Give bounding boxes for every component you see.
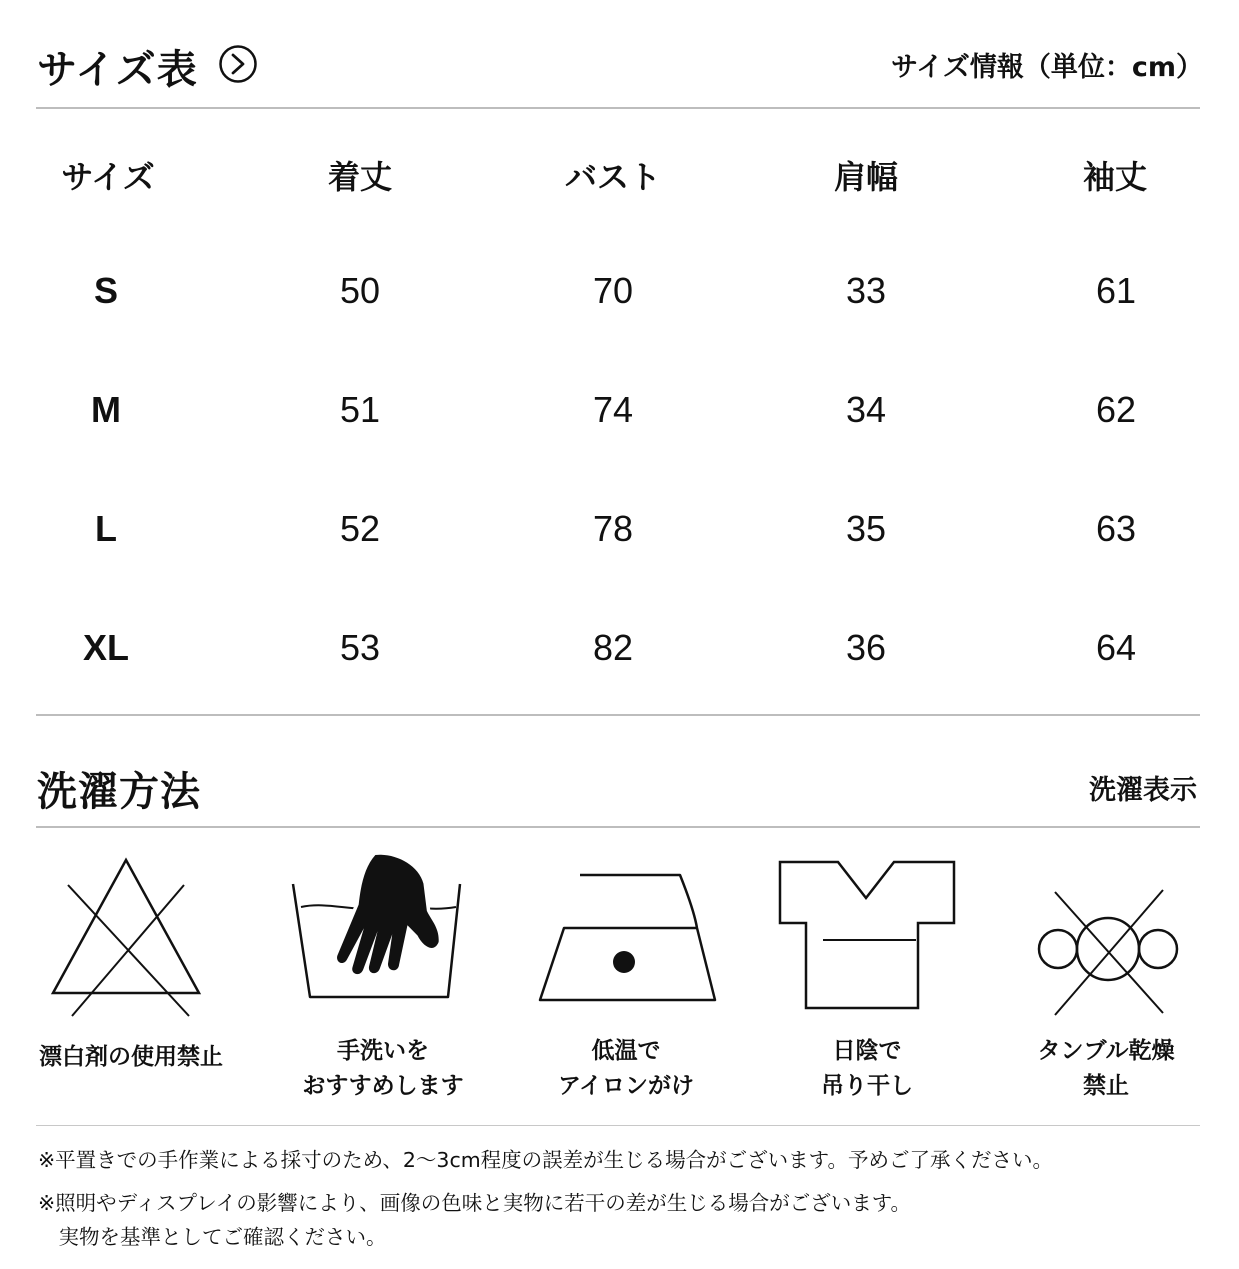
note-color: ※照明やディスプレイの影響により、画像の色味と実物に若干の差が生じる場合がございます。 [38,1191,912,1215]
care-label-low-iron [511,1034,741,1104]
note-measurement: ※平置きでの手作業による採寸のため、2〜3cm程度の誤差が生じる場合がございます。予めご了承ください。 [38,1148,1054,1172]
care-label-line: 吊り干し [821,1073,913,1099]
length-value: 50 [339,270,381,311]
size-table-title: サイズ表 [37,47,198,93]
note-confirm: 実物を基準としてご確認ください。 [38,1225,387,1249]
column-header-bust: バスト [564,158,661,196]
care-label-no-bleach [16,1040,246,1075]
size-label: L [95,508,117,549]
column-header-shoulder: 肩幅 [833,158,898,196]
divider [36,714,1200,716]
shoulder-value: 35 [845,508,887,549]
shade-hang-dry-icon [746,850,986,1030]
bust-value: 78 [592,508,634,549]
shoulder-value: 33 [845,270,887,311]
low-temp-iron-icon [508,850,748,1030]
bust-value: 70 [592,270,634,311]
care-label-line: 低温で [591,1038,661,1064]
length-value: 51 [339,389,381,430]
shoulder-value: 34 [845,389,887,430]
care-label-line: 日陰で [832,1038,902,1064]
sleeve-value: 62 [1095,389,1137,430]
divider [36,107,1200,109]
care-label-line: 漂白剤の使用禁止 [39,1044,223,1070]
length-value: 53 [339,627,381,668]
divider [36,1125,1200,1126]
care-label-line: タンブル乾燥 [1037,1038,1175,1064]
size-unit-label: サイズ情報（単位：cm） [891,52,1203,83]
length-value: 52 [339,508,381,549]
size-label: M [91,389,121,430]
care-label-no-tumble [991,1034,1221,1104]
care-label-title: 洗濯表示 [1089,775,1197,806]
sleeve-value: 63 [1095,508,1137,549]
care-label-line: おすすめします [302,1073,464,1099]
column-header-size: サイズ [61,158,155,196]
shoulder-value: 36 [845,627,887,668]
size-label: S [93,270,118,311]
divider [36,826,1200,828]
care-label-shade-dry [752,1034,982,1104]
no-bleach-icon [6,850,246,1030]
care-label-line: 手洗いを [337,1038,429,1064]
column-header-length: 着丈 [327,158,392,196]
care-label-hand-wash [268,1034,498,1104]
bust-value: 82 [592,627,634,668]
wash-method-title: 洗濯方法 [37,769,201,815]
sleeve-value: 64 [1095,627,1137,668]
hand-wash-icon [258,850,498,1030]
care-label-line: 禁止 [1083,1073,1129,1099]
no-tumble-dry-icon [988,850,1228,1030]
bust-value: 74 [592,389,634,430]
chevron-right-circle-icon[interactable] [218,44,258,84]
sleeve-value: 61 [1095,270,1137,311]
size-label: XL [82,627,129,668]
column-header-sleeve: 袖丈 [1082,158,1147,196]
care-label-line: アイロンがけ [558,1073,694,1099]
